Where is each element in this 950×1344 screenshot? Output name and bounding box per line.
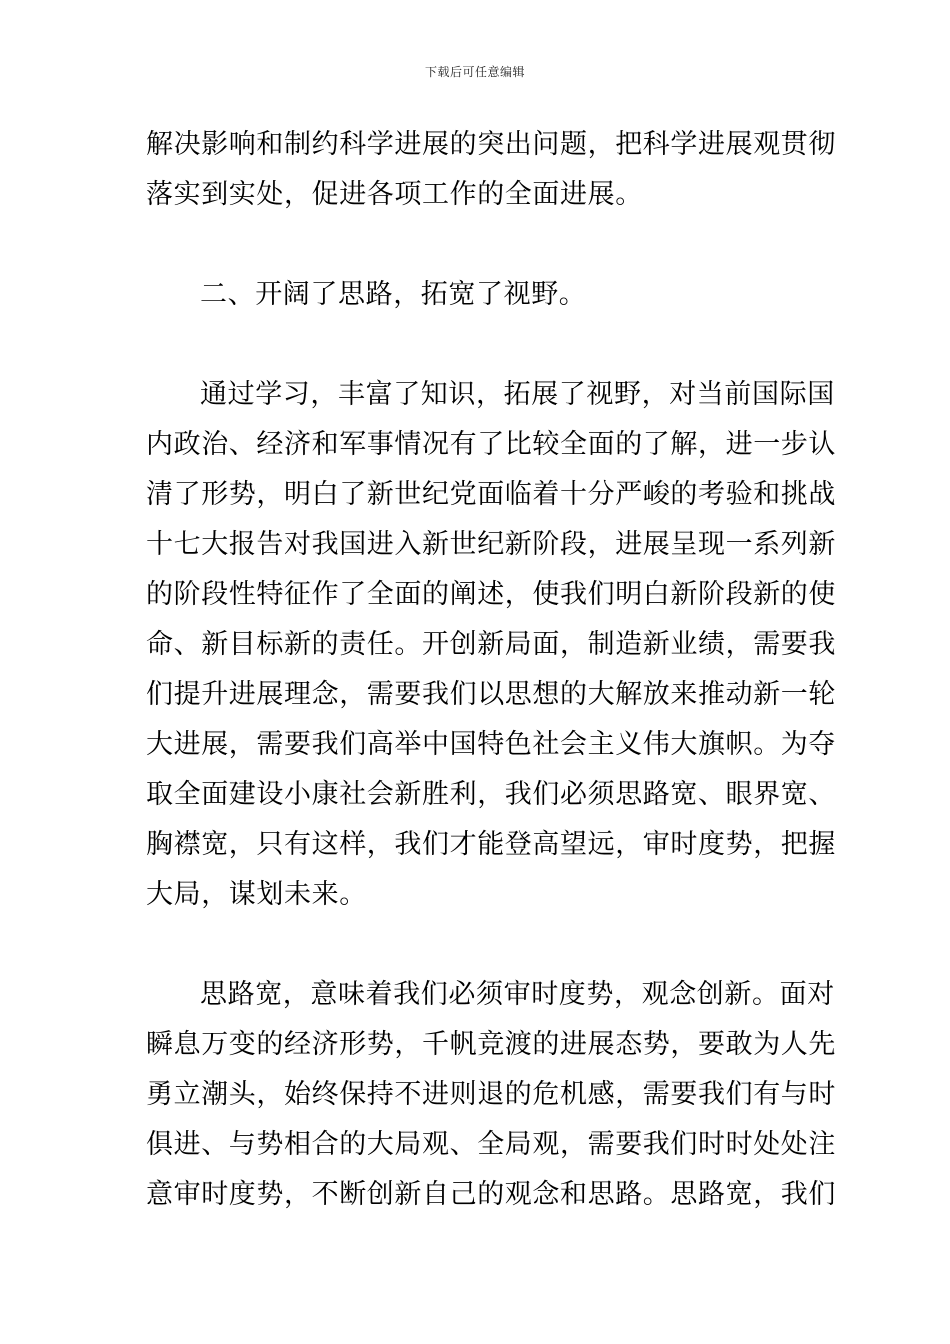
section-heading	[146, 270, 811, 320]
text-line: 十七大报告对我国进入新世纪新阶段，进展呈现一系列新	[146, 529, 836, 560]
text-line: 命、新目标新的责任。开创新局面，制造新业绩，需要我	[146, 629, 836, 660]
text-line: 意审时度势，不断创新自己的观念和思路。思路宽，我们	[146, 1179, 836, 1210]
text-line: 俱进、与势相合的大局观、全局观，需要我们时时处处注	[146, 1129, 836, 1160]
text-line: 二、开阔了思路，拓宽了视野。	[200, 279, 587, 310]
text-line: 内政治、经济和军事情况有了比较全面的了解，进一步认	[146, 429, 836, 460]
text-line: 清了形势，明白了新世纪党面临着十分严峻的考验和挑战	[146, 479, 836, 510]
document-body	[146, 120, 836, 1220]
text-line: 胸襟宽，只有这样，我们才能登高望远，审时度势，把握	[146, 829, 836, 860]
paragraph	[146, 370, 836, 920]
paragraph	[146, 120, 836, 220]
text-line: 解决影响和制约科学进展的突出问题，把科学进展观贯彻	[146, 129, 836, 160]
header-note: 下载后可任意编辑	[424, 65, 525, 79]
text-line: 大局，谋划未来。	[146, 879, 367, 910]
text-line: 们提升进展理念，需要我们以思想的大解放来推动新一轮	[146, 679, 836, 710]
text-line: 通过学习，丰富了知识，拓展了视野，对当前国际国	[200, 379, 835, 410]
paragraph-gap	[146, 920, 811, 970]
paragraph	[146, 970, 836, 1220]
text-line: 落实到实处，促进各项工作的全面进展。	[146, 179, 643, 210]
text-line: 瞬息万变的经济形势，千帆竞渡的进展态势，要敢为人先	[146, 1029, 836, 1060]
text-line: 的阶段性特征作了全面的阐述，使我们明白新阶段新的使	[146, 579, 836, 610]
text-line: 大进展，需要我们高举中国特色社会主义伟大旗帜。为夺	[146, 729, 836, 760]
paragraph-gap	[146, 320, 811, 370]
text-line: 思路宽，意味着我们必须审时度势，观念创新。面对	[200, 979, 835, 1010]
text-line: 取全面建设小康社会新胜利，我们必须思路宽、眼界宽、	[146, 779, 836, 810]
paragraph-gap	[146, 220, 811, 270]
text-line: 勇立潮头，始终保持不进则退的危机感，需要我们有与时	[146, 1079, 836, 1110]
